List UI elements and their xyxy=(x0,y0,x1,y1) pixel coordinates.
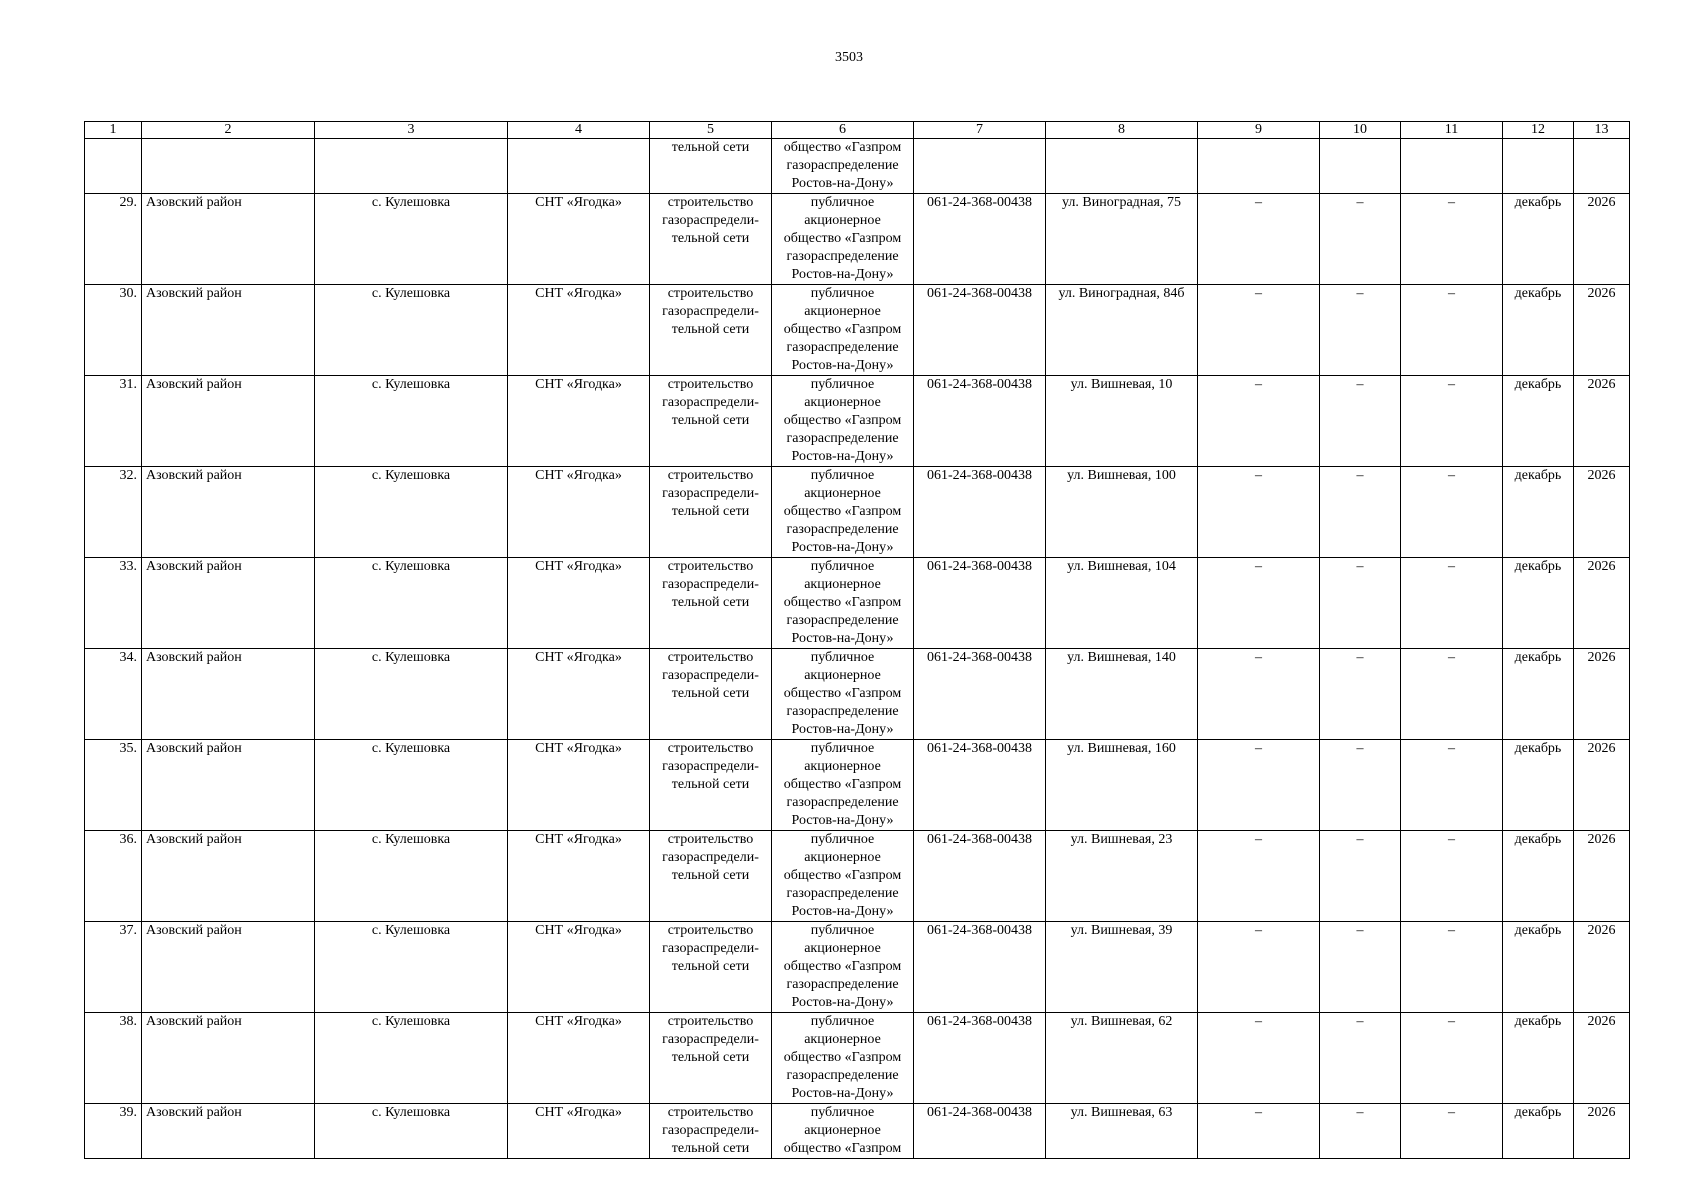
cell-settlement: с. Кулешовка xyxy=(315,922,508,1013)
cell-col10: – xyxy=(1320,922,1401,1013)
cell-col9: – xyxy=(1198,649,1320,740)
register-table xyxy=(84,121,1630,1159)
column-header: 9 xyxy=(1198,122,1320,139)
cell-col10: – xyxy=(1320,558,1401,649)
cell-work-type: строительство газораспредели- тельной сети xyxy=(650,649,772,740)
cell-registry-code: 061-24-368-00438 xyxy=(914,1104,1046,1159)
cell-work-type: строительство газораспредели- тельной сети xyxy=(650,285,772,376)
cell-address: ул. Виноградная, 75 xyxy=(1046,194,1198,285)
cell-settlement: с. Кулешовка xyxy=(315,194,508,285)
cell-col10: – xyxy=(1320,740,1401,831)
column-header: 3 xyxy=(315,122,508,139)
cell-address: ул. Виноградная, 84б xyxy=(1046,285,1198,376)
cell-address: ул. Вишневая, 100 xyxy=(1046,467,1198,558)
cell-month: декабрь xyxy=(1503,467,1574,558)
cell-col10: – xyxy=(1320,194,1401,285)
cell-organization: публичное акционерное общество «Газпром газораспределение Ростов-на-Дону» xyxy=(772,649,914,740)
cell-object: СНТ «Ягодка» xyxy=(508,740,650,831)
table-row xyxy=(85,194,1630,285)
column-header: 13 xyxy=(1574,122,1630,139)
cell-registry-code: 061-24-368-00438 xyxy=(914,740,1046,831)
cell-col11: – xyxy=(1401,1013,1503,1104)
column-header: 10 xyxy=(1320,122,1401,139)
cell-district: Азовский район xyxy=(142,285,315,376)
cell-col10: – xyxy=(1320,285,1401,376)
cell-col11: – xyxy=(1401,285,1503,376)
table-row xyxy=(85,740,1630,831)
column-header: 11 xyxy=(1401,122,1503,139)
cell-address: ул. Вишневая, 140 xyxy=(1046,649,1198,740)
cell-row-number: 38. xyxy=(85,1013,142,1104)
cell-month: декабрь xyxy=(1503,194,1574,285)
table-row xyxy=(85,649,1630,740)
cell-col10: – xyxy=(1320,831,1401,922)
table-row xyxy=(85,1104,1630,1159)
cell-organization: публичное акционерное общество «Газпром газораспределение Ростов-на-Дону» xyxy=(772,831,914,922)
cell-address: ул. Вишневая, 23 xyxy=(1046,831,1198,922)
cell-month: декабрь xyxy=(1503,285,1574,376)
cell-settlement: с. Кулешовка xyxy=(315,467,508,558)
cell-year: 2026 xyxy=(1574,467,1630,558)
cell-empty xyxy=(1574,139,1630,194)
cell-row-number: 33. xyxy=(85,558,142,649)
cell-col10: – xyxy=(1320,467,1401,558)
cell-col9: – xyxy=(1198,467,1320,558)
cell-col9: – xyxy=(1198,740,1320,831)
cell-district: Азовский район xyxy=(142,558,315,649)
cell-district: Азовский район xyxy=(142,376,315,467)
cell-work-type: строительство газораспредели- тельной сети xyxy=(650,194,772,285)
cell-empty xyxy=(508,139,650,194)
cell-col11: – xyxy=(1401,194,1503,285)
cell-object: СНТ «Ягодка» xyxy=(508,558,650,649)
cell-col9: – xyxy=(1198,1104,1320,1159)
cell-work-type: строительство газораспредели- тельной сети xyxy=(650,922,772,1013)
cell-registry-code: 061-24-368-00438 xyxy=(914,376,1046,467)
cell-row-number: 32. xyxy=(85,467,142,558)
cell-work-type: строительство газораспредели- тельной сети xyxy=(650,558,772,649)
cell-address: ул. Вишневая, 10 xyxy=(1046,376,1198,467)
cell-col11: – xyxy=(1401,558,1503,649)
cell-month: декабрь xyxy=(1503,376,1574,467)
table-row xyxy=(85,376,1630,467)
cell-work-type: строительство газораспредели- тельной сети xyxy=(650,740,772,831)
continuation-row xyxy=(85,139,1630,194)
cell-registry-code: 061-24-368-00438 xyxy=(914,285,1046,376)
table-row xyxy=(85,558,1630,649)
cell-organization: публичное акционерное общество «Газпром газораспределение Ростов-на-Дону» xyxy=(772,922,914,1013)
cell-empty xyxy=(914,139,1046,194)
cell-col10: – xyxy=(1320,376,1401,467)
cell-object: СНТ «Ягодка» xyxy=(508,922,650,1013)
cell-empty xyxy=(315,139,508,194)
cell-year: 2026 xyxy=(1574,376,1630,467)
column-header: 4 xyxy=(508,122,650,139)
cell-settlement: с. Кулешовка xyxy=(315,649,508,740)
table-row xyxy=(85,1013,1630,1104)
cell-col10: – xyxy=(1320,1013,1401,1104)
cell-object: СНТ «Ягодка» xyxy=(508,285,650,376)
cell-settlement: с. Кулешовка xyxy=(315,376,508,467)
cell-organization: публичное акционерное общество «Газпром xyxy=(772,1104,914,1159)
cell-row-number: 35. xyxy=(85,740,142,831)
cell-organization: публичное акционерное общество «Газпром газораспределение Ростов-на-Дону» xyxy=(772,376,914,467)
cell-empty xyxy=(1320,139,1401,194)
cell-month: декабрь xyxy=(1503,1104,1574,1159)
cell-district: Азовский район xyxy=(142,649,315,740)
cell-settlement: с. Кулешовка xyxy=(315,558,508,649)
cell-object: СНТ «Ягодка» xyxy=(508,194,650,285)
cell-work-type: строительство газораспредели- тельной сети xyxy=(650,1013,772,1104)
cell-object: СНТ «Ягодка» xyxy=(508,1104,650,1159)
column-number-row xyxy=(85,122,1630,139)
column-header: 8 xyxy=(1046,122,1198,139)
cell-registry-code: 061-24-368-00438 xyxy=(914,922,1046,1013)
cell-col9: – xyxy=(1198,1013,1320,1104)
cell-registry-code: 061-24-368-00438 xyxy=(914,831,1046,922)
cell-col9: – xyxy=(1198,831,1320,922)
cell-col9: – xyxy=(1198,376,1320,467)
cell-work-type: строительство газораспредели- тельной сети xyxy=(650,467,772,558)
cell-month: декабрь xyxy=(1503,740,1574,831)
cell-object: СНТ «Ягодка» xyxy=(508,649,650,740)
cell-registry-code: 061-24-368-00438 xyxy=(914,649,1046,740)
cell-object: СНТ «Ягодка» xyxy=(508,1013,650,1104)
cell-work-type: строительство газораспредели- тельной сети xyxy=(650,376,772,467)
cell-row-number: 29. xyxy=(85,194,142,285)
column-header: 5 xyxy=(650,122,772,139)
table-row xyxy=(85,922,1630,1013)
cell-settlement: с. Кулешовка xyxy=(315,831,508,922)
cell-address: ул. Вишневая, 63 xyxy=(1046,1104,1198,1159)
cell-empty xyxy=(1503,139,1574,194)
column-header: 2 xyxy=(142,122,315,139)
cell-address: ул. Вишневая, 62 xyxy=(1046,1013,1198,1104)
cell-object: СНТ «Ягодка» xyxy=(508,467,650,558)
cell-empty xyxy=(1401,139,1503,194)
cell-month: декабрь xyxy=(1503,922,1574,1013)
cell-year: 2026 xyxy=(1574,831,1630,922)
cell-work-type: строительство газораспредели- тельной сети xyxy=(650,831,772,922)
cell-registry-code: 061-24-368-00438 xyxy=(914,558,1046,649)
cell-district: Азовский район xyxy=(142,1013,315,1104)
cell-empty xyxy=(1046,139,1198,194)
cell-organization: публичное акционерное общество «Газпром газораспределение Ростов-на-Дону» xyxy=(772,1013,914,1104)
table-row xyxy=(85,831,1630,922)
cell-district: Азовский район xyxy=(142,1104,315,1159)
cell-col9: – xyxy=(1198,922,1320,1013)
cell-organization: публичное акционерное общество «Газпром газораспределение Ростов-на-Дону» xyxy=(772,558,914,649)
cell-empty xyxy=(1198,139,1320,194)
cell-settlement: с. Кулешовка xyxy=(315,285,508,376)
cell-district: Азовский район xyxy=(142,831,315,922)
cell-settlement: с. Кулешовка xyxy=(315,1013,508,1104)
cell-col9: – xyxy=(1198,558,1320,649)
cell-empty xyxy=(142,139,315,194)
cell-year: 2026 xyxy=(1574,922,1630,1013)
cell-col11: – xyxy=(1401,649,1503,740)
cell-organization: публичное акционерное общество «Газпром газораспределение Ростов-на-Дону» xyxy=(772,740,914,831)
cell-district: Азовский район xyxy=(142,467,315,558)
cell-organization: общество «Газпром газораспределение Ростов-на-Дону» xyxy=(772,139,914,194)
cell-year: 2026 xyxy=(1574,1104,1630,1159)
cell-col11: – xyxy=(1401,467,1503,558)
cell-col11: – xyxy=(1401,740,1503,831)
cell-work-type: строительство газораспредели- тельной сети xyxy=(650,1104,772,1159)
cell-year: 2026 xyxy=(1574,558,1630,649)
cell-row-number: 37. xyxy=(85,922,142,1013)
column-header: 12 xyxy=(1503,122,1574,139)
cell-address: ул. Вишневая, 39 xyxy=(1046,922,1198,1013)
cell-year: 2026 xyxy=(1574,649,1630,740)
cell-district: Азовский район xyxy=(142,194,315,285)
page-number: 3503 xyxy=(835,50,863,65)
column-header: 6 xyxy=(772,122,914,139)
cell-object: СНТ «Ягодка» xyxy=(508,376,650,467)
cell-col11: – xyxy=(1401,831,1503,922)
cell-settlement: с. Кулешовка xyxy=(315,740,508,831)
cell-year: 2026 xyxy=(1574,1013,1630,1104)
cell-month: декабрь xyxy=(1503,1013,1574,1104)
column-header: 1 xyxy=(85,122,142,139)
cell-month: декабрь xyxy=(1503,649,1574,740)
table-row xyxy=(85,467,1630,558)
cell-address: ул. Вишневая, 160 xyxy=(1046,740,1198,831)
cell-row-number: 39. xyxy=(85,1104,142,1159)
cell-col11: – xyxy=(1401,376,1503,467)
cell-address: ул. Вишневая, 104 xyxy=(1046,558,1198,649)
cell-organization: публичное акционерное общество «Газпром газораспределение Ростов-на-Дону» xyxy=(772,467,914,558)
cell-year: 2026 xyxy=(1574,285,1630,376)
cell-row-number: 34. xyxy=(85,649,142,740)
cell-col11: – xyxy=(1401,1104,1503,1159)
cell-row-number: 30. xyxy=(85,285,142,376)
cell-registry-code: 061-24-368-00438 xyxy=(914,467,1046,558)
cell-row-number: 36. xyxy=(85,831,142,922)
cell-district: Азовский район xyxy=(142,922,315,1013)
cell-empty xyxy=(85,139,142,194)
cell-settlement: с. Кулешовка xyxy=(315,1104,508,1159)
cell-object: СНТ «Ягодка» xyxy=(508,831,650,922)
cell-row-number: 31. xyxy=(85,376,142,467)
cell-col10: – xyxy=(1320,649,1401,740)
table-row xyxy=(85,285,1630,376)
cell-month: декабрь xyxy=(1503,558,1574,649)
cell-month: декабрь xyxy=(1503,831,1574,922)
cell-year: 2026 xyxy=(1574,194,1630,285)
cell-col10: – xyxy=(1320,1104,1401,1159)
cell-col9: – xyxy=(1198,194,1320,285)
column-header: 7 xyxy=(914,122,1046,139)
cell-year: 2026 xyxy=(1574,740,1630,831)
cell-col9: – xyxy=(1198,285,1320,376)
cell-work-type: тельной сети xyxy=(650,139,772,194)
cell-registry-code: 061-24-368-00438 xyxy=(914,1013,1046,1104)
cell-district: Азовский район xyxy=(142,740,315,831)
cell-col11: – xyxy=(1401,922,1503,1013)
cell-organization: публичное акционерное общество «Газпром газораспределение Ростов-на-Дону» xyxy=(772,285,914,376)
cell-organization: публичное акционерное общество «Газпром газораспределение Ростов-на-Дону» xyxy=(772,194,914,285)
cell-registry-code: 061-24-368-00438 xyxy=(914,194,1046,285)
